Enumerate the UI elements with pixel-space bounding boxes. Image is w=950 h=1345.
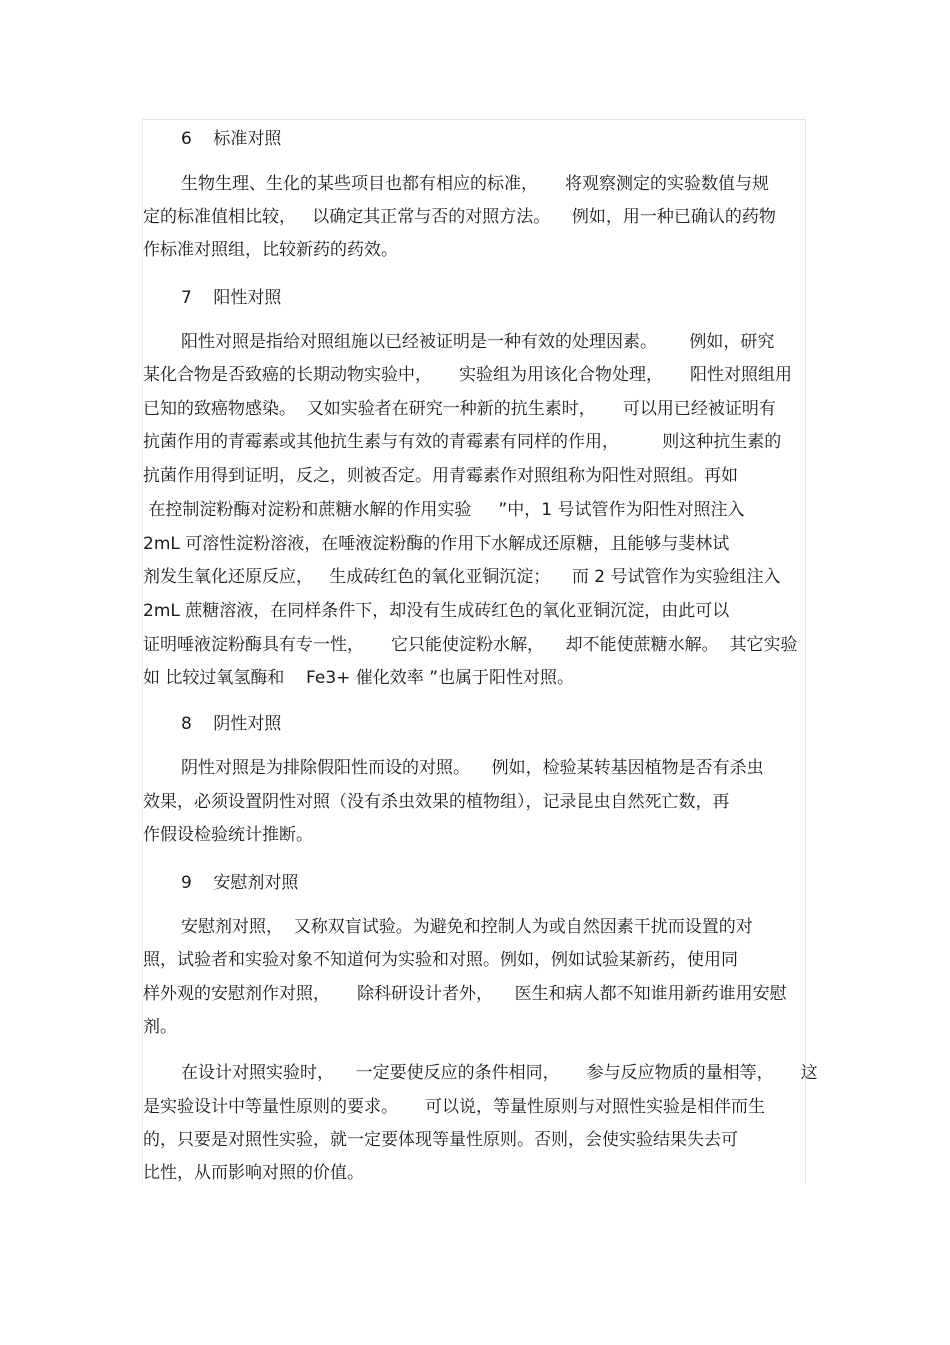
paragraph-line: 生物生理、生化的某些项目也都有相应的标准， 将观察测定的实验数值与规 (181, 174, 770, 194)
paragraph-line: 剂。 (143, 1017, 177, 1037)
paragraph-line: 的，只要是对照性实验，就一定要体现等量性原则。否则，会使实验结果失去可 (143, 1130, 738, 1150)
paragraph-line: 证明唾液淀粉酶具有专一性， 它只能使淀粉水解， 却不能使蔗糖水解。 其它实验 (143, 635, 798, 655)
paragraph-line: 阴性对照是为排除假阳性而设的对照。 例如，检验某转基因植物是否有杀虫 (181, 758, 764, 778)
paragraph-line: 作标准对照组，比较新药的药效。 (143, 240, 398, 260)
section-heading: 9 安慰剂对照 (181, 873, 299, 893)
paragraph-line: 在设计对照实验时， 一定要使反应的条件相同， 参与反应物质的量相等， 这 (181, 1063, 818, 1083)
paragraph-line: 安慰剂对照， 又称双盲试验。为避免和控制人为或自然因素干扰而设置的对 (181, 917, 753, 937)
paragraph-line: 比性，从而影响对照的价值。 (143, 1163, 364, 1183)
paragraph-line: 如 比较过氧氢酶和 Fe3+ 催化效率 ”也属于阳性对照。 (143, 668, 575, 688)
paragraph-line: 剂发生氧化还原反应， 生成砖红色的氧化亚铜沉淀； 而 2 号试管作为实验组注入 (143, 567, 781, 587)
paragraph-line: 某化合物是否致癌的长期动物实验中， 实验组为用该化合物处理， 阳性对照组用 (143, 365, 793, 385)
paragraph-line: 是实验设计中等量性原则的要求。 可以说，等量性原则与对照性实验是相伴而生 (143, 1097, 766, 1117)
paragraph-line: 定的标准值相比较， 以确定其正常与否的对照方法。 例如，用一种已确认的药物 (143, 207, 776, 227)
paragraph-line: 作假设检验统计推断。 (143, 825, 313, 845)
paragraph-line: 阳性对照是指给对照组施以已经被证明是一种有效的处理因素。 例如，研究 (181, 332, 775, 352)
paragraph-line: 样外观的安慰剂作对照， 除科研设计者外， 医生和病人都不知谁用新药谁用安慰 (143, 984, 787, 1004)
section-heading: 7 阳性对照 (181, 288, 282, 308)
paragraph-line: 2mL 蔗糖溶液，在同样条件下，却没有生成砖红色的氧化亚铜沉淀，由此可以 (143, 601, 730, 621)
paragraph-line: 已知的致癌物感染。 又如实验者在研究一种新的抗生素时， 可以用已经被证明有 (143, 399, 776, 419)
paragraph-line: 2mL 可溶性淀粉溶液，在唾液淀粉酶的作用下水解成还原糖，且能够与斐林试 (143, 534, 730, 554)
paragraph-line: 效果，必须设置阴性对照（没有杀虫效果的植物组），记录昆虫自然死亡数，再 (143, 792, 730, 812)
section-heading: 6 标准对照 (181, 129, 282, 149)
paragraph-line: 照，试验者和实验对象不知道何为实验和对照。例如，例如试验某新药，使用同 (143, 950, 738, 970)
section-heading: 8 阴性对照 (181, 714, 282, 734)
paragraph-line: 在控制淀粉酶对淀粉和蔗糖水解的作用实验 ”中，1 号试管作为阳性对照注入 (143, 500, 745, 520)
paragraph-line: 抗菌作用得到证明，反之，则被否定。用青霉素作对照组称为阳性对照组。再如 (143, 466, 738, 486)
paragraph-line: 抗菌作用的青霉素或其他抗生素与有效的青霉素有同样的作用， 则这种抗生素的 (143, 432, 782, 452)
